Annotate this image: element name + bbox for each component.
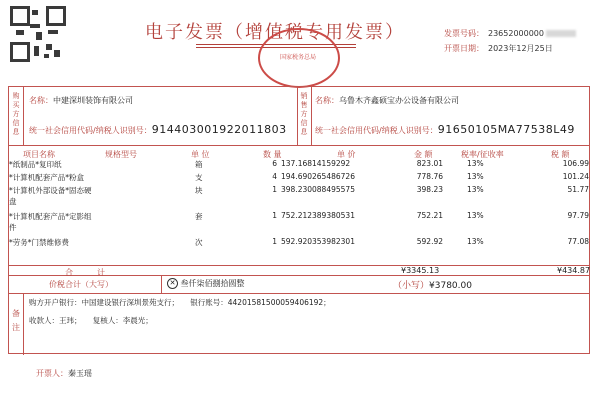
remarks-line-2: 收款人：王玮； 复核人：李晨光； <box>29 316 153 325</box>
buyer-name-label: 名称： <box>29 96 53 105</box>
remarks-line-1: 购方开户银行：中国建设银行深圳景苑支行； 银行账号：44201581500059406192； <box>29 298 331 307</box>
col-item: 项目名称 <box>23 150 55 159</box>
currency-cross-icon: ✕ <box>167 278 178 289</box>
seller-tax-label: 统一社会信用代码/纳税人识别号： <box>315 126 438 135</box>
item-tax: 101.24 <box>562 172 589 181</box>
invoice-number-value: 23652000000 <box>488 29 544 38</box>
item-rate: 13% <box>467 237 484 246</box>
seller-tax-row <box>315 123 575 136</box>
seller-name-label: 名称： <box>315 96 339 105</box>
total-words-row <box>167 278 245 289</box>
item-qty: 1 <box>272 185 277 194</box>
col-amount: 金 额 <box>414 150 433 159</box>
invoice-title: 电子发票（增值税专用发票） <box>145 22 405 43</box>
col-unit: 单 位 <box>191 150 210 159</box>
item-tax: 51.77 <box>567 185 589 194</box>
invoice-number-label: 发票号码： <box>444 29 484 38</box>
buyer-tax-row <box>29 123 287 136</box>
item-price: 398.230088495575 <box>281 185 355 194</box>
buyer-name: 中建深圳装饰有限公司 <box>53 96 133 105</box>
buyer-tax-label: 统一社会信用代码/纳税人识别号： <box>29 126 152 135</box>
item-name-cont: 盘 <box>9 197 17 206</box>
item-amount: 823.01 <box>416 159 443 168</box>
issue-date <box>444 43 553 54</box>
total-small-label: （小写） <box>393 281 430 291</box>
item-tax: 77.08 <box>567 237 589 246</box>
invoice-number <box>444 28 576 39</box>
item-rate: 13% <box>467 159 484 168</box>
qr-code <box>8 4 64 62</box>
subtotal-label: 合 计 <box>65 268 105 277</box>
item-amount: 778.76 <box>416 172 443 181</box>
item-qty: 1 <box>272 237 277 246</box>
item-unit: 箱 <box>195 160 203 169</box>
buyer-tax-id: 914403001922011803 <box>151 123 287 136</box>
item-rate: 13% <box>467 172 484 181</box>
issue-date-label: 开票日期： <box>444 44 484 53</box>
item-price: 194.690265486726 <box>281 172 355 181</box>
issuer-row <box>36 368 92 379</box>
total-words: 叁仟柒佰捌拾圆整 <box>180 279 245 288</box>
seal-text: 国家税务总局 <box>279 54 316 61</box>
item-qty: 6 <box>272 159 277 168</box>
item-unit: 支 <box>195 173 203 182</box>
item-name: *计算机外部设备*固态硬 <box>9 186 92 195</box>
item-unit: 次 <box>195 238 203 247</box>
item-price: 137.16814159292 <box>281 159 351 168</box>
item-amount: 592.92 <box>416 237 443 246</box>
item-name: *计算机配套产品*定影组 <box>9 212 92 221</box>
total-small: ¥3780.00 <box>429 281 472 291</box>
item-name: *劳务*门禁维修费 <box>9 238 69 247</box>
col-spec: 规格型号 <box>105 150 137 159</box>
seller-tax-id: 91650105MA77538L49 <box>437 123 575 136</box>
issuer-name: 秦玉瑶 <box>68 369 92 378</box>
issue-date-value: 2023年12月25日 <box>488 44 553 53</box>
col-qty: 数 量 <box>263 150 282 159</box>
total-label: 价税合计（大写） <box>49 280 113 289</box>
buyer-section-label: 购买方信息 <box>12 92 20 136</box>
seller-name-row <box>315 95 459 106</box>
item-tax: 106.99 <box>562 159 589 168</box>
item-qty: 4 <box>272 172 277 181</box>
issuer-label: 开票人： <box>36 369 68 378</box>
subtotal-tax: ¥434.87 <box>557 266 591 275</box>
item-amount: 752.21 <box>416 211 443 220</box>
total-small-row <box>393 278 472 291</box>
buyer-name-row <box>29 95 133 106</box>
col-price: 单 价 <box>337 150 356 159</box>
remarks-label: 备注 <box>12 309 20 332</box>
item-unit: 块 <box>195 186 203 195</box>
seller-section-label: 销售方信息 <box>300 92 308 136</box>
item-amount: 398.23 <box>416 185 443 194</box>
subtotal-amount: ¥3345.13 <box>401 266 440 275</box>
item-tax: 97.79 <box>567 211 589 220</box>
item-price: 752.212389380531 <box>281 211 355 220</box>
col-rate: 税率/征收率 <box>461 150 504 159</box>
item-name-cont: 件 <box>9 223 17 232</box>
item-unit: 套 <box>195 212 203 221</box>
item-rate: 13% <box>467 211 484 220</box>
item-name: *计算机配套产品*粉盒 <box>9 173 84 182</box>
item-rate: 13% <box>467 185 484 194</box>
seller-name: 乌鲁木齐鑫硕宝办公设备有限公司 <box>339 96 459 105</box>
col-tax: 税 额 <box>551 150 570 159</box>
redacted-mark <box>546 30 576 37</box>
item-qty: 1 <box>272 211 277 220</box>
invoice-table <box>8 86 590 354</box>
item-name: *纸制品*复印纸 <box>9 160 62 169</box>
item-price: 592.920353982301 <box>281 237 355 246</box>
